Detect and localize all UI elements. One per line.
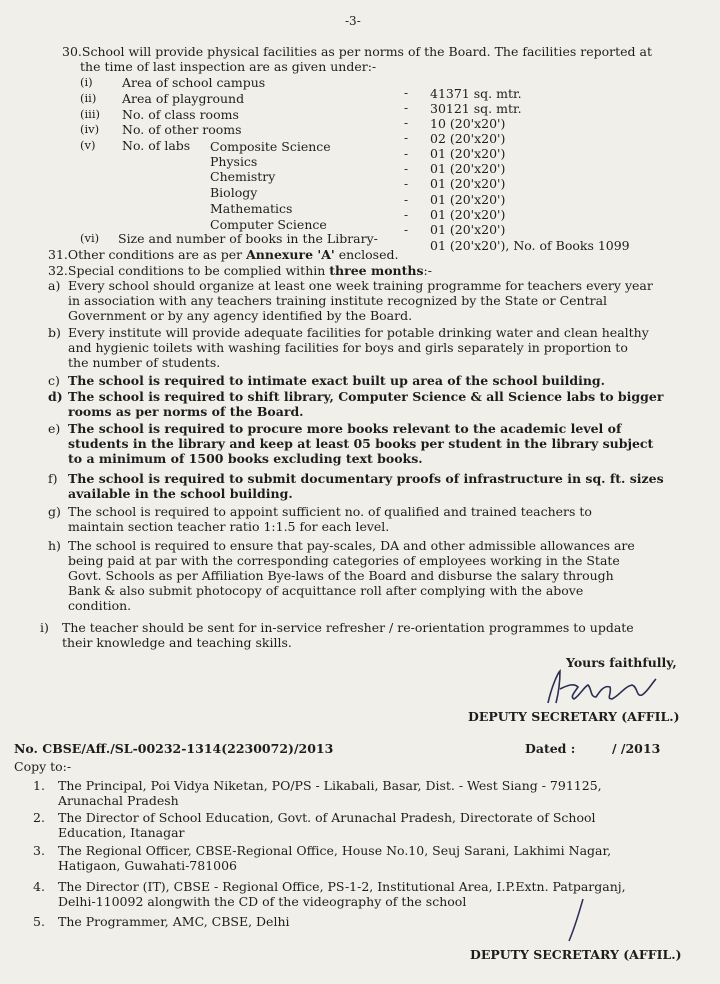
copy-item: The Regional Officer, CBSE-Regional Office, House No.10, Seuj Sarani, Lakhimi Nagar, Hatigaon, Guwahati-781006 (58, 843, 612, 873)
facility-value: 41371 sq. mtr. (430, 86, 522, 101)
copy-item: The Director of School Education, Govt. of Arunachal Pradesh, Directorate of School Education, Itanagar (58, 810, 596, 840)
copy-item: The Programmer, AMC, CBSE, Delhi (58, 914, 290, 929)
page-number: -3- (345, 14, 361, 28)
copy-number: 3. (33, 843, 45, 858)
lab-value: 01 (20'x20') (430, 161, 506, 176)
copy-number: 1. (33, 778, 45, 793)
dash: - (404, 101, 409, 115)
lab-value: 01 (20'x20') (430, 207, 506, 222)
item-31: 31.Other conditions are as per Annexure 'A' enclosed. (48, 247, 399, 262)
copy-to-heading: Copy to:- (14, 759, 72, 774)
facility-label: No. of labs (122, 138, 191, 153)
facility-label: No. of class rooms (122, 107, 239, 122)
closing: Yours faithfully, (566, 655, 677, 670)
signatory-bottom: DEPUTY SECRETARY (AFFIL.) (470, 947, 682, 962)
lab-value: 01 (20'x20') (430, 176, 506, 191)
condition-letter: e) (48, 421, 61, 436)
condition-i: The teacher should be sent for in-service refresher / re-orientation programmes to update their knowledge and teaching skills. (62, 620, 634, 650)
lab-name: Computer Science (210, 217, 327, 232)
condition-letter: i) (40, 620, 49, 635)
condition-letter: g) (48, 504, 61, 519)
item-32: 32.Special conditions to be complied within three months:- (48, 263, 432, 278)
signatory: DEPUTY SECRETARY (AFFIL.) (468, 709, 680, 724)
library-roman: (vi) (80, 231, 100, 245)
facility-value: 10 (20'x20') (430, 116, 506, 131)
dated-value: / /2013 (612, 741, 661, 756)
facility-roman: (iv) (80, 122, 100, 136)
copy-number: 4. (33, 879, 45, 894)
copy-item: The Director (IT), CBSE - Regional Office, PS-1-2, Institutional Area, I.P.Extn. Patparganj, Delhi-110092 alongwith the CD of the videography of the school (58, 879, 626, 909)
facility-roman: (v) (80, 138, 96, 152)
dash: - (404, 177, 409, 191)
lab-name: Mathematics (210, 201, 293, 216)
lab-value: 01 (20'x20') (430, 192, 506, 207)
condition-f: The school is required to submit documentary proofs of infrastructure in sq. ft. sizes available in the school building. (68, 471, 664, 501)
condition-letter: f) (48, 471, 58, 486)
reference-number: No. CBSE/Aff./SL-00232-1314(2230072)/2013 (14, 741, 334, 756)
dash: - (404, 193, 409, 207)
copy-item: The Principal, Poi Vidya Niketan, PO/PS - Likabali, Basar, Dist. - West Siang - 791125, Arunachal Pradesh (58, 778, 602, 808)
facility-roman: (i) (80, 75, 93, 89)
dash: - (404, 162, 409, 176)
condition-c: The school is required to intimate exact built up area of the school building. (68, 373, 606, 388)
library-label: Size and number of books in the Library- (118, 231, 378, 246)
dash: - (404, 86, 409, 100)
facility-label: Area of playground (122, 91, 245, 106)
facility-label: Area of school campus (122, 75, 266, 90)
condition-a: Every school should organize at least one week training programme for teachers every year in association with any teachers training institute recognized by the State or Central Government or by any agency identified by the Board. (68, 278, 653, 323)
dash: - (404, 208, 409, 222)
copy-number: 2. (33, 810, 45, 825)
facility-value: 02 (20'x20') (430, 131, 506, 146)
condition-e: The school is required to procure more books relevant to the academic level of students in the library and keep at least 05 books per student in the library subject to a minimum of 1500 books excluding text books. (68, 421, 654, 466)
lab-name: Composite Science (210, 139, 331, 154)
dash: - (404, 147, 409, 161)
item-30-line1: 30.School will provide physical facilities as per norms of the Board. The facilities reported at (62, 44, 652, 59)
dash: - (404, 131, 409, 145)
condition-letter: a) (48, 278, 61, 293)
item-30-line2: the time of last inspection are as given under:- (80, 59, 377, 74)
dated-label: Dated : (525, 741, 576, 756)
facility-roman: (iii) (80, 107, 101, 121)
condition-g: The school is required to appoint sufficient no. of qualified and trained teachers to maintain section teacher ratio 1:1.5 for each level. (68, 504, 592, 534)
signature-icon (540, 665, 670, 710)
lab-value: 01 (20'x20') (430, 146, 506, 161)
condition-b: Every institute will provide adequate facilities for potable drinking water and clean healthy and hygienic toilets with washing facilities for boys and girls separately in proportion to the number of students. (68, 325, 649, 370)
lab-name: Biology (210, 185, 258, 200)
condition-h: The school is required to ensure that pay-scales, DA and other admissible allowances are being paid at par with the corresponding categories of employees working in the State Govt. Schools as per Affiliation Bye-laws of the Board and disburse the salary through Bank & also submit photocopy of acquittance roll after complying with the above condition. (68, 538, 635, 613)
facility-roman: (ii) (80, 91, 97, 105)
condition-letter: b) (48, 325, 61, 340)
condition-letter: d) (48, 389, 63, 404)
facility-value: 30121 sq. mtr. (430, 101, 522, 116)
dash: - (404, 223, 409, 237)
initial-mark-icon (555, 895, 595, 945)
lab-name: Physics (210, 154, 258, 169)
lab-name: Chemistry (210, 169, 276, 184)
copy-number: 5. (33, 914, 45, 929)
facility-label: No. of other rooms (122, 122, 242, 137)
library-value: 01 (20'x20'), No. of Books 1099 (430, 238, 630, 253)
condition-d: The school is required to shift library, Computer Science & all Science labs to bigger rooms as per norms of the Board. (68, 389, 664, 419)
dash: - (404, 116, 409, 130)
condition-letter: c) (48, 373, 60, 388)
condition-letter: h) (48, 538, 61, 553)
lab-value: 01 (20'x20') (430, 222, 506, 237)
